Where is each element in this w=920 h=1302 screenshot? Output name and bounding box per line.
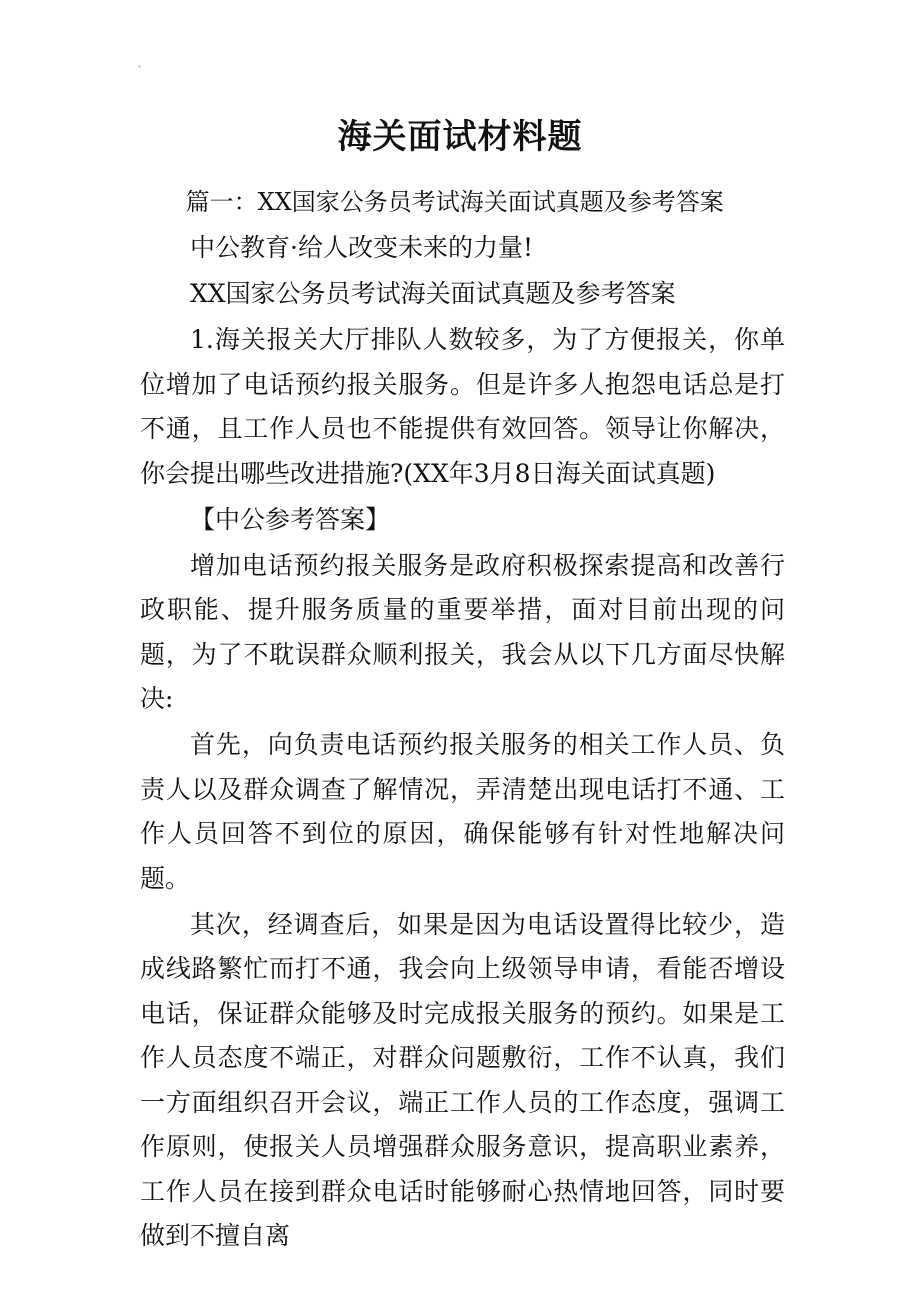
page-corner-mark <box>138 65 141 68</box>
answer-paragraph: 首先，向负责电话预约报关服务的相关工作人员、负责人以及群众调查了解情况，弄清楚出现电话打不通、工作人员回答不到位的原因，确保能够有针对性地解决问题。 <box>140 730 785 893</box>
section-heading: 篇一：XX国家公务员考试海关面试真题及参考答案 <box>185 188 724 216</box>
publisher-slogan: 中公教育·给人改变未来的力量! <box>190 233 533 262</box>
answer-paragraph: 增加电话预约报关服务是政府积极探索提高和改善行政职能、提升服务质量的重要举措，面对目前出现的问题，为了不耽误群众顺利报关，我会从以下几方面尽快解决: <box>140 550 785 713</box>
document-title: 海关面试材料题 <box>337 117 583 157</box>
answer-paragraph: 其次，经调查后，如果是因为电话设置得比较少，造成线路繁忙而打不通，我会向上级领导申请，看能否增设电话，保证群众能够及时完成报关服务的预约。如果是工作人员态度不端正，对群众问题敷衍，工作不认真，我们一方面组织召开会议，端正工作人员的工作态度，强调工作原则，使报关人员增强群众服务意识，提高职业素养，工作人员在接到群众电话时能够耐心热情地回答，同时要做到不擅自离 <box>140 909 785 1250</box>
answer-label: 【中公参考答案】 <box>190 504 391 534</box>
question-paragraph: 1.海关报关大厅排队人数较多，为了方便报关，你单位增加了电话预约报关服务。但是许多人抱怨电话总是打不通，且工作人员也不能提供有效回答。领导让你解决，你会提出哪些改进措施?(XX年3月8日海关面试真题) <box>140 325 785 488</box>
subheading: XX国家公务员考试海关面试真题及参考答案 <box>190 279 676 308</box>
document-body <box>140 180 785 1259</box>
